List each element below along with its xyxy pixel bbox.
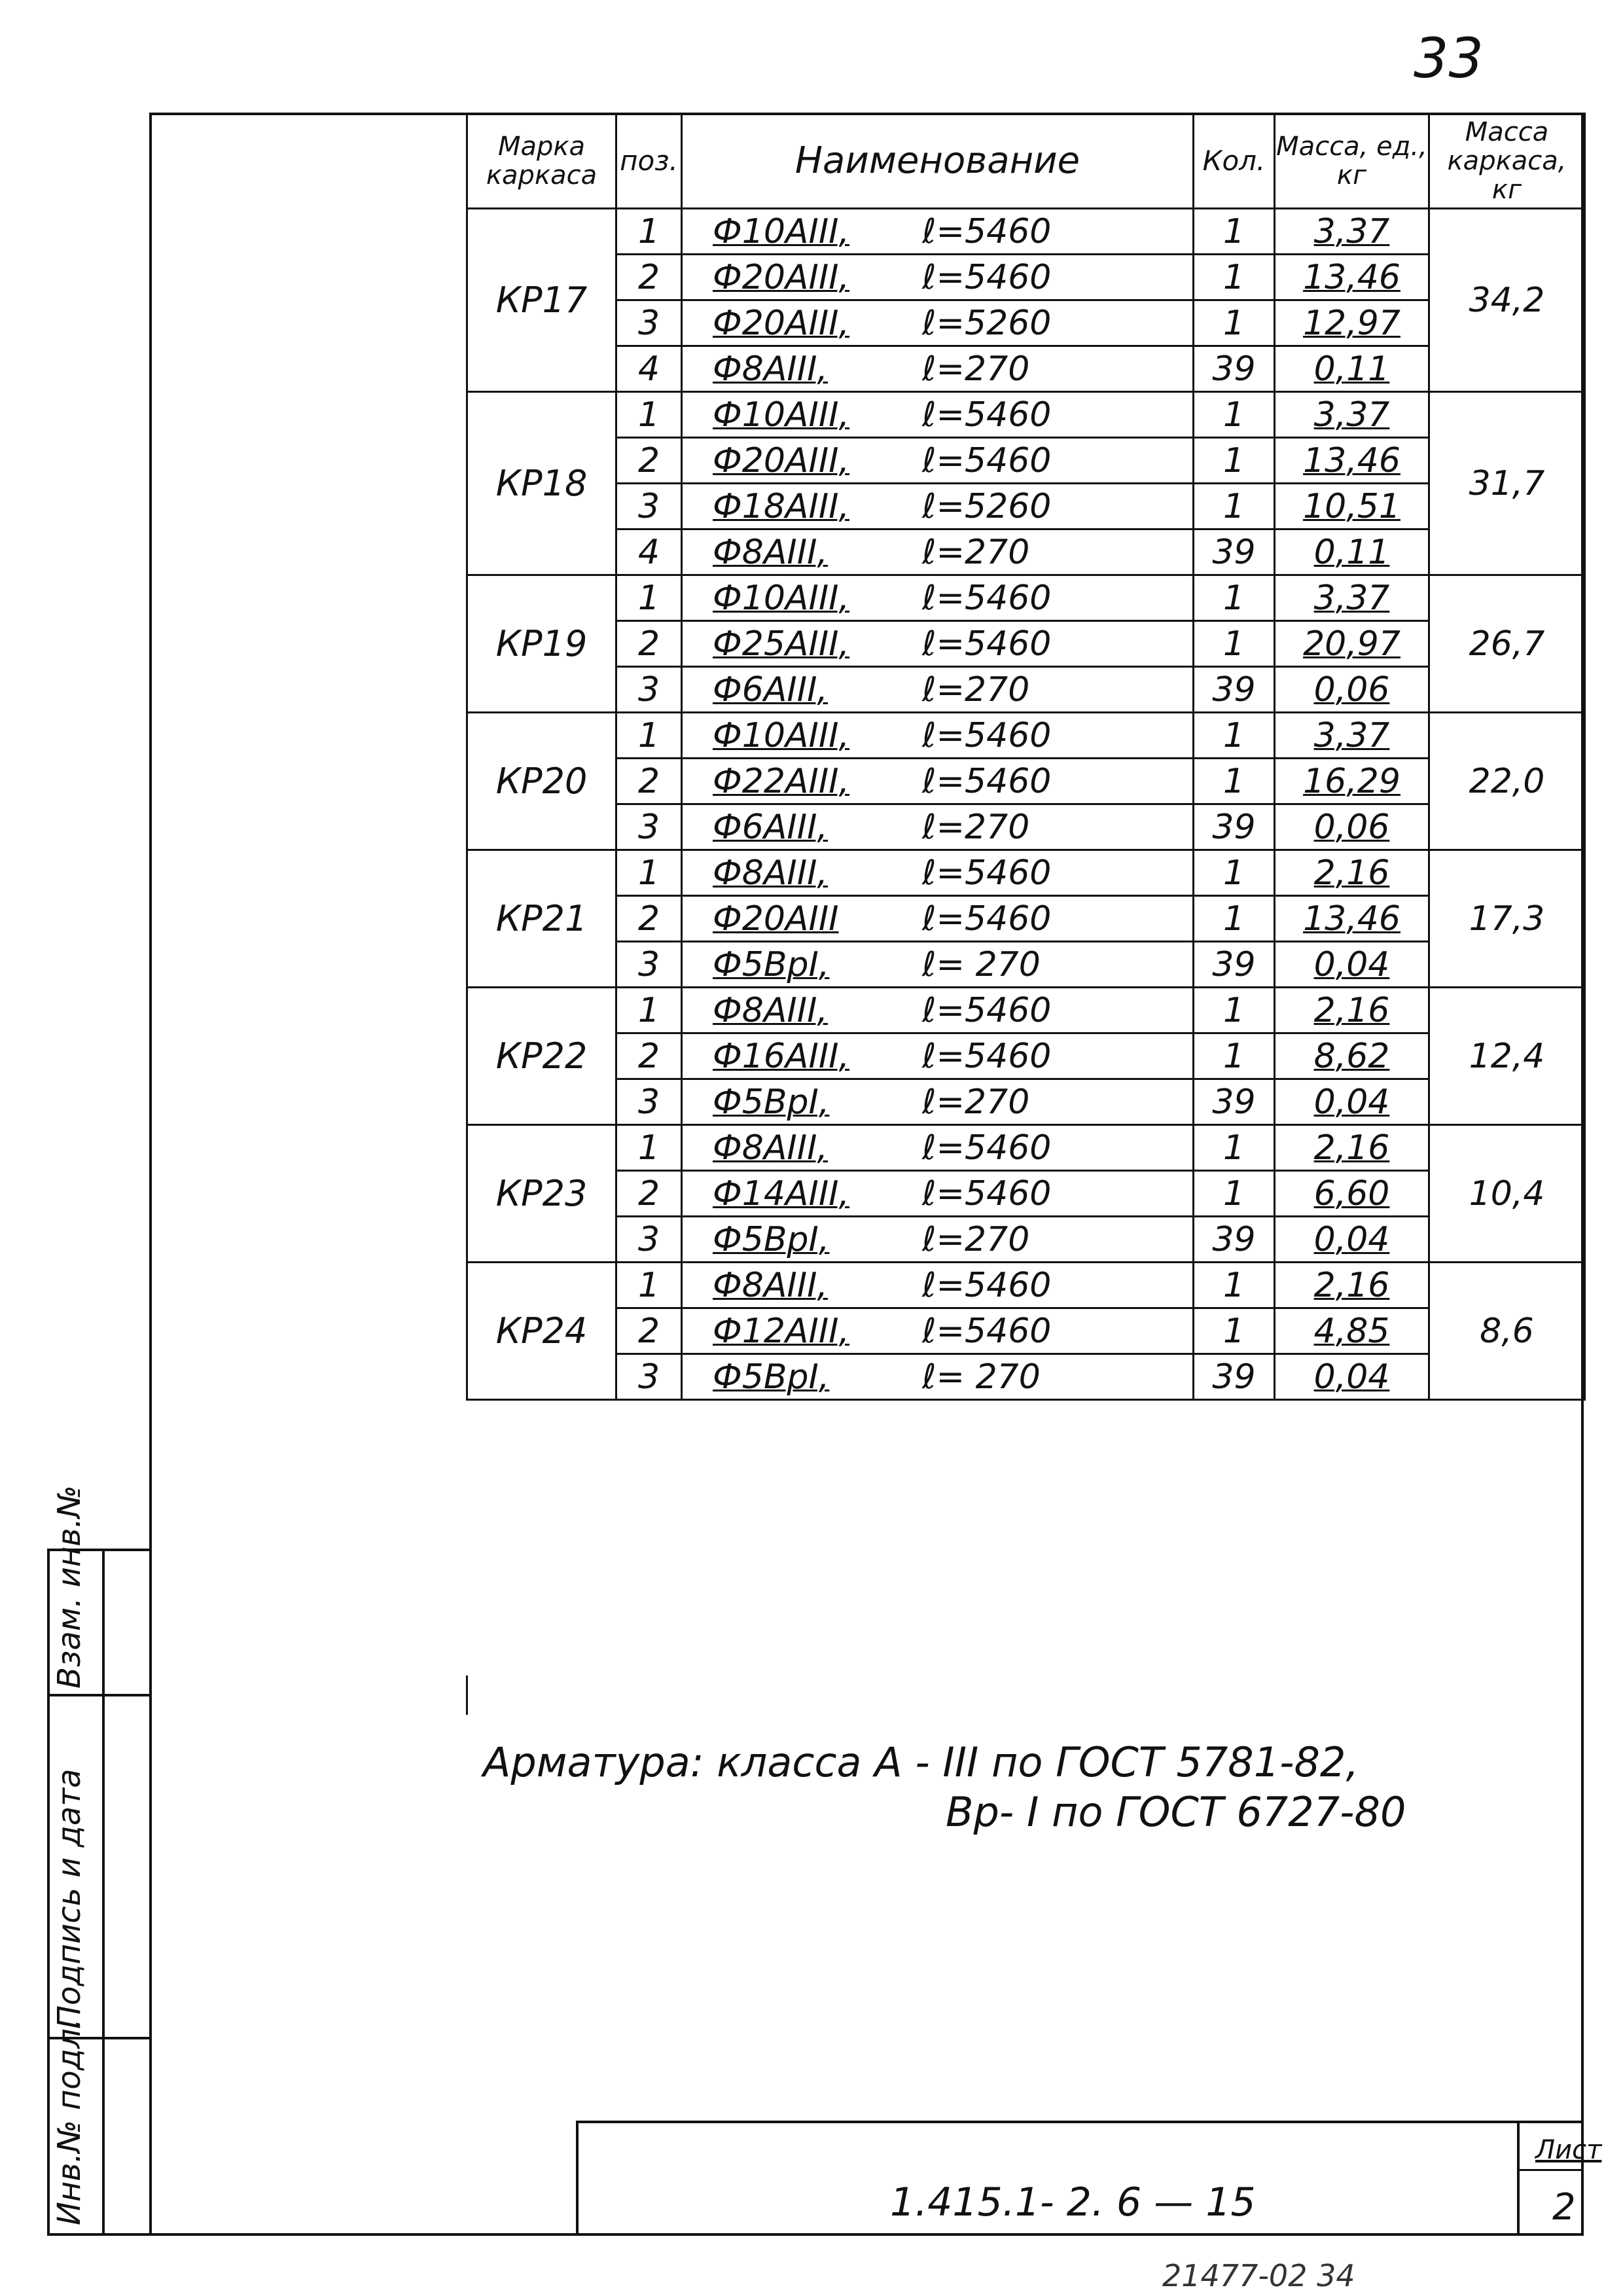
header-mark: Марка каркаса xyxy=(467,114,616,209)
bar-length: ℓ=5460 xyxy=(922,440,1052,480)
unit-mass-value: 0,11 xyxy=(1313,532,1390,572)
quantity-cell: 1 xyxy=(1194,621,1275,667)
bar-diameter: Ф5ВрI, xyxy=(713,944,830,984)
header-qty: Кол. xyxy=(1194,114,1275,209)
table-row xyxy=(467,1033,1585,1079)
bar-length: ℓ= 270 xyxy=(922,1357,1041,1397)
unit-mass-value: 10,51 xyxy=(1303,486,1400,526)
table-row xyxy=(467,438,1585,484)
table-row xyxy=(467,1125,1585,1171)
unit-mass-cell xyxy=(1275,575,1429,621)
bar-length: ℓ=5460 xyxy=(922,715,1052,755)
unit-mass-cell xyxy=(1275,1217,1429,1263)
frame-mark-cell: КР21 xyxy=(467,850,616,988)
position-cell: 2 xyxy=(616,255,682,300)
unit-mass-value: 6,60 xyxy=(1313,1174,1390,1213)
position-cell: 1 xyxy=(616,392,682,438)
name-cell xyxy=(682,1033,1194,1079)
quantity-cell: 1 xyxy=(1194,713,1275,759)
page-number: 33 xyxy=(1414,26,1484,90)
frame-mass-cell: 22,0 xyxy=(1429,713,1585,850)
unit-mass-cell xyxy=(1275,1125,1429,1171)
bar-length: ℓ=5460 xyxy=(922,853,1052,893)
unit-mass-cell xyxy=(1275,759,1429,804)
bar-diameter: Ф8АIII, xyxy=(713,853,828,893)
unit-mass-value: 0,11 xyxy=(1313,349,1390,389)
side-label-vzam: Взам. инв.№ xyxy=(51,1485,88,1689)
stamp-sheet-divider xyxy=(1517,2121,1520,2236)
specification-table xyxy=(466,113,1586,1401)
frame-mass-cell: 17,3 xyxy=(1429,850,1585,988)
table-row xyxy=(467,759,1585,804)
bar-diameter: Ф8АIII, xyxy=(713,1128,828,1168)
stamp-top-line xyxy=(576,2121,1584,2123)
name-cell xyxy=(682,896,1194,942)
bar-diameter: Ф22АIII, xyxy=(713,761,850,801)
position-cell: 2 xyxy=(616,759,682,804)
table-row xyxy=(467,1354,1585,1400)
header-mass-unit: Масса, ед., кг xyxy=(1275,114,1429,209)
bar-length: ℓ=5260 xyxy=(922,303,1052,343)
unit-mass-value: 13,46 xyxy=(1303,257,1400,297)
frame-mass-cell: 12,4 xyxy=(1429,988,1585,1125)
position-cell: 1 xyxy=(616,1125,682,1171)
position-cell: 3 xyxy=(616,484,682,529)
table-row xyxy=(467,850,1585,896)
position-cell: 2 xyxy=(616,1308,682,1354)
unit-mass-value: 3,37 xyxy=(1313,211,1390,251)
bar-length: ℓ=5460 xyxy=(922,1036,1052,1076)
position-cell: 1 xyxy=(616,850,682,896)
name-cell xyxy=(682,988,1194,1033)
unit-mass-cell xyxy=(1275,438,1429,484)
bar-diameter: Ф25АIII, xyxy=(713,624,850,664)
table-row xyxy=(467,667,1585,713)
side-label-podpis: Подпись и дата xyxy=(51,1768,88,2029)
table-row xyxy=(467,529,1585,575)
name-cell xyxy=(682,346,1194,392)
unit-mass-cell xyxy=(1275,1308,1429,1354)
position-cell: 3 xyxy=(616,942,682,988)
quantity-cell: 1 xyxy=(1194,575,1275,621)
quantity-cell: 39 xyxy=(1194,942,1275,988)
quantity-cell: 1 xyxy=(1194,850,1275,896)
unit-mass-value: 0,04 xyxy=(1313,944,1390,984)
unit-mass-cell xyxy=(1275,667,1429,713)
name-cell xyxy=(682,1308,1194,1354)
unit-mass-cell xyxy=(1275,850,1429,896)
frame-mark-cell: КР22 xyxy=(467,988,616,1125)
quantity-cell: 1 xyxy=(1194,1171,1275,1217)
bar-length: ℓ=270 xyxy=(922,807,1030,847)
unit-mass-cell xyxy=(1275,804,1429,850)
unit-mass-cell xyxy=(1275,988,1429,1033)
table-row xyxy=(467,1263,1585,1308)
unit-mass-cell xyxy=(1275,529,1429,575)
unit-mass-value: 4,85 xyxy=(1313,1311,1390,1351)
quantity-cell: 39 xyxy=(1194,346,1275,392)
position-cell: 2 xyxy=(616,438,682,484)
frame-mark-cell: КР23 xyxy=(467,1125,616,1263)
bottom-number: 21477-02 34 xyxy=(1162,2258,1355,2293)
frame-mass-cell: 10,4 xyxy=(1429,1125,1585,1263)
bar-length: ℓ=5460 xyxy=(922,899,1052,939)
frame-mass-cell: 34,2 xyxy=(1429,209,1585,392)
header-name: Наименование xyxy=(682,114,1194,209)
bar-diameter: Ф12АIII, xyxy=(713,1311,850,1351)
name-cell xyxy=(682,850,1194,896)
table-row xyxy=(467,621,1585,667)
unit-mass-cell xyxy=(1275,713,1429,759)
bar-length: ℓ=5460 xyxy=(922,990,1052,1030)
name-cell xyxy=(682,759,1194,804)
name-cell xyxy=(682,804,1194,850)
table-row xyxy=(467,484,1585,529)
bar-diameter: Ф20АIII xyxy=(713,899,839,939)
bar-diameter: Ф5ВрI, xyxy=(713,1082,830,1122)
unit-mass-cell xyxy=(1275,209,1429,255)
table-row xyxy=(467,713,1585,759)
name-cell xyxy=(682,1354,1194,1400)
name-cell xyxy=(682,1171,1194,1217)
position-cell: 4 xyxy=(616,346,682,392)
quantity-cell: 1 xyxy=(1194,300,1275,346)
name-cell xyxy=(682,942,1194,988)
unit-mass-cell xyxy=(1275,346,1429,392)
quantity-cell: 1 xyxy=(1194,438,1275,484)
name-cell xyxy=(682,1125,1194,1171)
position-cell: 3 xyxy=(616,804,682,850)
unit-mass-cell xyxy=(1275,621,1429,667)
table-header-row xyxy=(467,114,1585,209)
unit-mass-value: 0,06 xyxy=(1313,670,1390,709)
unit-mass-cell xyxy=(1275,1263,1429,1308)
unit-mass-cell xyxy=(1275,1079,1429,1125)
frame-mark-cell: КР18 xyxy=(467,392,616,575)
quantity-cell: 39 xyxy=(1194,804,1275,850)
name-cell xyxy=(682,484,1194,529)
position-cell: 3 xyxy=(616,1217,682,1263)
position-cell: 3 xyxy=(616,1079,682,1125)
unit-mass-cell xyxy=(1275,392,1429,438)
unit-mass-cell xyxy=(1275,484,1429,529)
frame-mark-cell: КР20 xyxy=(467,713,616,850)
name-cell xyxy=(682,300,1194,346)
bar-length: ℓ=5460 xyxy=(922,578,1052,618)
side-strip-left-line xyxy=(47,1549,50,2236)
bar-diameter: Ф14АIII, xyxy=(713,1174,850,1213)
quantity-cell: 1 xyxy=(1194,988,1275,1033)
bar-length: ℓ=5460 xyxy=(922,395,1052,435)
unit-mass-value: 16,29 xyxy=(1303,761,1400,801)
header-pos: поз. xyxy=(616,114,682,209)
unit-mass-cell xyxy=(1275,255,1429,300)
position-cell: 2 xyxy=(616,621,682,667)
frame-bottom-line xyxy=(47,2233,1584,2236)
bar-diameter: Ф10АIII, xyxy=(713,211,850,251)
side-strip-divider-1 xyxy=(47,1694,152,1696)
bar-length: ℓ=5460 xyxy=(922,624,1052,664)
quantity-cell: 1 xyxy=(1194,759,1275,804)
bar-diameter: Ф8АIII, xyxy=(713,990,828,1030)
table-row xyxy=(467,1217,1585,1263)
bar-diameter: Ф8АIII, xyxy=(713,532,828,572)
name-cell xyxy=(682,667,1194,713)
frame-mark-cell: КР17 xyxy=(467,209,616,392)
bar-length: ℓ=270 xyxy=(922,670,1030,709)
unit-mass-value: 2,16 xyxy=(1313,1128,1390,1168)
position-cell: 4 xyxy=(616,529,682,575)
bar-diameter: Ф10АIII, xyxy=(713,578,850,618)
header-mass-frame: Масса каркаса, кг xyxy=(1429,114,1585,209)
bar-length: ℓ=270 xyxy=(922,349,1030,389)
position-cell: 2 xyxy=(616,1171,682,1217)
table-row xyxy=(467,300,1585,346)
document-code: 1.415.1- 2. 6 — 15 xyxy=(890,2179,1256,2225)
bar-length: ℓ=5460 xyxy=(922,1311,1052,1351)
sheet-label: Лист xyxy=(1535,2135,1602,2165)
unit-mass-cell xyxy=(1275,1171,1429,1217)
bar-length: ℓ=5460 xyxy=(922,211,1052,251)
bar-diameter: Ф5ВрI, xyxy=(713,1219,830,1259)
frame-mass-cell: 8,6 xyxy=(1429,1263,1585,1400)
bar-diameter: Ф8АIII, xyxy=(713,349,828,389)
position-cell: 1 xyxy=(616,575,682,621)
unit-mass-value: 12,97 xyxy=(1303,303,1400,343)
unit-mass-value: 13,46 xyxy=(1303,440,1400,480)
sheet-number: 2 xyxy=(1552,2186,1576,2229)
unit-mass-cell xyxy=(1275,300,1429,346)
frame-mark-cell: КР24 xyxy=(467,1263,616,1400)
unit-mass-value: 2,16 xyxy=(1313,1265,1390,1305)
name-cell xyxy=(682,255,1194,300)
name-cell xyxy=(682,1217,1194,1263)
quantity-cell: 1 xyxy=(1194,1125,1275,1171)
unit-mass-value: 0,04 xyxy=(1313,1082,1390,1122)
bar-diameter: Ф6АIII, xyxy=(713,670,828,709)
bar-diameter: Ф5ВрI, xyxy=(713,1357,830,1397)
bar-diameter: Ф10АIII, xyxy=(713,395,850,435)
table-row xyxy=(467,896,1585,942)
unit-mass-value: 3,37 xyxy=(1313,395,1390,435)
bar-diameter: Ф20АIII, xyxy=(713,303,850,343)
position-cell: 3 xyxy=(616,300,682,346)
name-cell xyxy=(682,1263,1194,1308)
position-cell: 1 xyxy=(616,1263,682,1308)
bar-diameter: Ф6АIII, xyxy=(713,807,828,847)
table-row xyxy=(467,1308,1585,1354)
bar-length: ℓ=5260 xyxy=(922,486,1052,526)
table-row xyxy=(467,346,1585,392)
bar-diameter: Ф8АIII, xyxy=(713,1265,828,1305)
bar-length: ℓ=270 xyxy=(922,1219,1030,1259)
bar-length: ℓ=270 xyxy=(922,532,1030,572)
quantity-cell: 1 xyxy=(1194,484,1275,529)
bar-diameter: Ф20АIII, xyxy=(713,440,850,480)
unit-mass-cell xyxy=(1275,896,1429,942)
name-cell xyxy=(682,575,1194,621)
name-cell xyxy=(682,438,1194,484)
table-row xyxy=(467,575,1585,621)
quantity-cell: 39 xyxy=(1194,1079,1275,1125)
quantity-cell: 1 xyxy=(1194,392,1275,438)
bar-length: ℓ=5460 xyxy=(922,257,1052,297)
bar-diameter: Ф20АIII, xyxy=(713,257,850,297)
unit-mass-cell xyxy=(1275,942,1429,988)
table-row xyxy=(467,942,1585,988)
quantity-cell: 39 xyxy=(1194,667,1275,713)
bar-diameter: Ф18АIII, xyxy=(713,486,850,526)
frame-left-line xyxy=(149,113,152,2236)
side-label-inv-podl: Инв.№ подл. xyxy=(51,2018,88,2225)
unit-mass-value: 0,04 xyxy=(1313,1357,1390,1397)
frame-mark-cell: КР19 xyxy=(467,575,616,713)
table-row xyxy=(467,1171,1585,1217)
table-row xyxy=(467,255,1585,300)
position-cell: 3 xyxy=(616,1354,682,1400)
table-row xyxy=(467,209,1585,255)
frame-mass-cell: 26,7 xyxy=(1429,575,1585,713)
position-cell: 3 xyxy=(616,667,682,713)
quantity-cell: 1 xyxy=(1194,896,1275,942)
quantity-cell: 1 xyxy=(1194,255,1275,300)
bar-length: ℓ=270 xyxy=(922,1082,1030,1122)
note-line-2: Вр- I по ГОСТ 6727-80 xyxy=(946,1788,1406,1836)
position-cell: 1 xyxy=(616,209,682,255)
quantity-cell: 39 xyxy=(1194,1354,1275,1400)
bar-length: ℓ=5460 xyxy=(922,1265,1052,1305)
bar-diameter: Ф16АIII, xyxy=(713,1036,850,1076)
name-cell xyxy=(682,713,1194,759)
unit-mass-cell xyxy=(1275,1354,1429,1400)
table-row xyxy=(467,1079,1585,1125)
bar-length: ℓ=5460 xyxy=(922,1128,1052,1168)
quantity-cell: 1 xyxy=(1194,1033,1275,1079)
unit-mass-value: 2,16 xyxy=(1313,853,1390,893)
bar-length: ℓ=5460 xyxy=(922,1174,1052,1213)
quantity-cell: 1 xyxy=(1194,1308,1275,1354)
stamp-left-line xyxy=(576,2121,579,2236)
name-cell xyxy=(682,1079,1194,1125)
unit-mass-value: 13,46 xyxy=(1303,899,1400,939)
unit-mass-value: 2,16 xyxy=(1313,990,1390,1030)
name-cell xyxy=(682,529,1194,575)
table-row xyxy=(467,392,1585,438)
stamp-sheet-line xyxy=(1517,2169,1584,2171)
bar-length: ℓ= 270 xyxy=(922,944,1041,984)
unit-mass-value: 0,06 xyxy=(1313,807,1390,847)
unit-mass-value: 3,37 xyxy=(1313,715,1390,755)
name-cell xyxy=(682,209,1194,255)
table-row xyxy=(467,988,1585,1033)
table-row xyxy=(467,804,1585,850)
note-line-1: Арматура: класса А - III по ГОСТ 5781-82, xyxy=(483,1738,1359,1786)
quantity-cell: 1 xyxy=(1194,209,1275,255)
unit-mass-value: 3,37 xyxy=(1313,578,1390,618)
position-cell: 1 xyxy=(616,713,682,759)
name-cell xyxy=(682,392,1194,438)
quantity-cell: 39 xyxy=(1194,1217,1275,1263)
unit-mass-cell xyxy=(1275,1033,1429,1079)
side-strip-mid-line xyxy=(102,1549,105,2236)
bar-diameter: Ф10АIII, xyxy=(713,715,850,755)
position-cell: 2 xyxy=(616,896,682,942)
name-cell xyxy=(682,621,1194,667)
unit-mass-value: 0,04 xyxy=(1313,1219,1390,1259)
quantity-cell: 1 xyxy=(1194,1263,1275,1308)
position-cell: 1 xyxy=(616,988,682,1033)
bar-length: ℓ=5460 xyxy=(922,761,1052,801)
unit-mass-value: 8,62 xyxy=(1313,1036,1390,1076)
unit-mass-value: 20,97 xyxy=(1303,624,1400,664)
frame-mass-cell: 31,7 xyxy=(1429,392,1585,575)
quantity-cell: 39 xyxy=(1194,529,1275,575)
position-cell: 2 xyxy=(616,1033,682,1079)
table-left-extension xyxy=(466,1676,468,1715)
